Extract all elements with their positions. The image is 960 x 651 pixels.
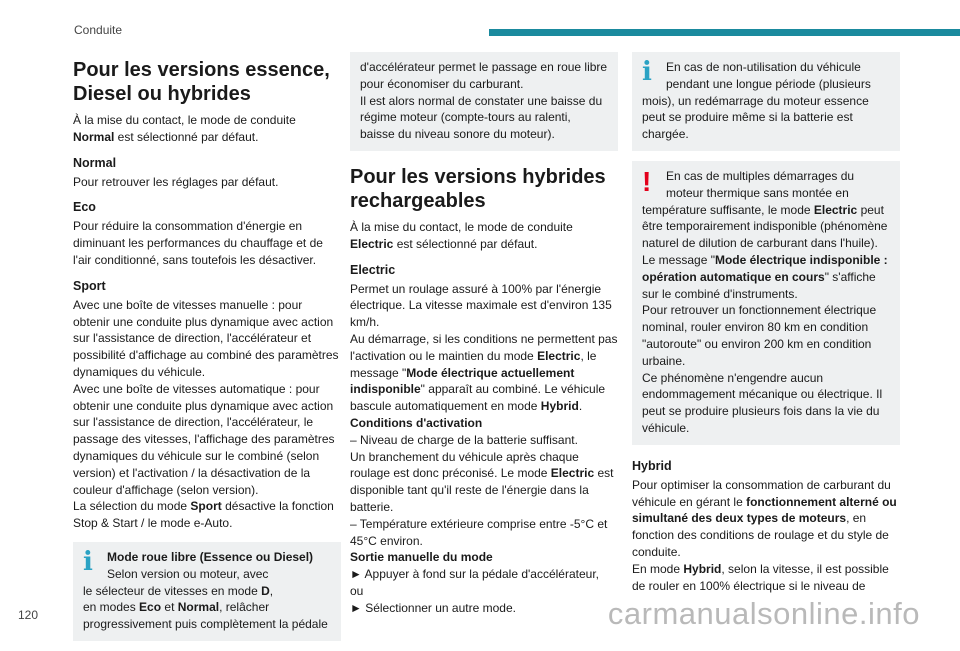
warning-line2: moteur thermique sans montée en xyxy=(666,185,849,200)
info-box-line2: le sélecteur de vitesses en mode D, xyxy=(83,583,274,598)
heading-plugin-hybrid: Pour les versions hybrides rechargeables xyxy=(350,165,606,212)
sport-paragraph-auto: Avec une boîte de vitesses automatique : pour obtenir une conduite plus dynamique avec action sur l'assistance de direction, l'accélérateur, le passage des vitesses, l'affichage des paramètres dynamiques du véhicule sur le combiné (selon version) et l'activation / la désactivation de la couleur d'affichage (selon version). xyxy=(73,381,335,497)
info-box-line2: pendant une longue période (plusieurs xyxy=(666,76,871,91)
exit-step-select-mode: ► Sélectionner un autre mode. xyxy=(350,600,516,615)
heading-eco: Eco xyxy=(73,200,96,215)
intro-paragraph-phev: À la mise du contact, le mode de conduite Electric est sélectionné par défaut. xyxy=(350,219,573,251)
electric-paragraph: Permet un roulage assuré à 100% par l'énergie électrique. La vitesse maximale est d'environ 135 km/h. xyxy=(350,281,612,330)
info-box-freewheel xyxy=(73,542,341,641)
info-box-continued-text2: Il est alors normal de constater une baisse du régime moteur (compte-tours au ralenti, baisse du niveau sonore du moteur). xyxy=(360,93,603,142)
heading-petrol-diesel-hybrid: Pour les versions essence, Diesel ou hybrides xyxy=(73,59,330,105)
info-icon: i xyxy=(642,57,652,87)
heading-sport: Sport xyxy=(73,278,106,293)
info-box-line4: progressivement puis complètement la pédale xyxy=(83,617,328,632)
eco-paragraph: Pour réduire la consommation d'énergie en diminuant les performances du chauffage et de l'air conditionné, sans toutefois les désactiver. xyxy=(73,219,323,267)
info-box-line1: En cas de non-utilisation du véhicule xyxy=(666,60,861,74)
warning-paragraph-3: Pour retrouver un fonctionnement électrique nominal, rouler environ 80 km en condition "autoroute" ou environ 200 km en condition urbaine. xyxy=(642,303,877,368)
exit-step-accelerator: ► Appuyer à fond sur la pédale d'accélérateur, xyxy=(350,567,599,582)
heading-normal: Normal xyxy=(73,155,117,170)
intro-paragraph: À la mise du contact, le mode de conduite Normal est sélectionné par défaut. xyxy=(73,113,296,144)
electric-startup-paragraph: Au démarrage, si les conditions ne permettent pas l'activation ou le maintien du mode Electric, le message "Mode électrique actuellement indisponible" apparaît au combiné. Le véhicule bascule automatiquement en mode Hybrid. xyxy=(350,331,618,414)
heading-hybrid: Hybrid xyxy=(632,458,672,473)
watermark: carmanualsonline.info xyxy=(607,596,920,631)
condition-charging: Un branchement du véhicule après chaque roulage est donc préconisé. Le mode Electric est disponible tant qu'il reste de l'énergie dans la batterie. xyxy=(350,449,614,514)
sport-paragraph-manual: Avec une boîte de vitesses manuelle : pour obtenir une conduite plus dynamique avec action sur l'assistance de direction, l'accélérateur et possibilité d'affichage au combiné des paramètres dynamiques du véhicule. xyxy=(73,297,339,379)
hybrid-paragraph-1: Pour optimiser la consommation de carburant du véhicule en gérant le fonctionnement alterné ou simultané des deux types de moteurs, en fonction des conditions de roulage et du style de conduite. xyxy=(632,477,897,559)
column-3 xyxy=(632,52,900,594)
header-section-title: Conduite xyxy=(74,23,123,37)
exit-or: ou xyxy=(350,583,364,598)
info-box-long-storage xyxy=(632,52,900,151)
info-icon: i xyxy=(83,546,93,577)
page-number: 120 xyxy=(18,608,39,622)
warning-paragraph-1: température suffisante, le mode Electric peut être temporairement indisponible (phénomène naturel de dilution de carburant dans l'huile). xyxy=(642,202,888,251)
column-1 xyxy=(73,52,341,651)
warning-exclamation-icon: ! xyxy=(642,165,652,197)
warning-line1: En cas de multiples démarrages du xyxy=(666,168,855,183)
condition-temperature: – Température extérieure comprise entre -5°C et 45°C environ. xyxy=(350,516,608,548)
header-accent-bar xyxy=(489,29,960,36)
info-box-rest: mois), un redémarrage du moteur essence peut se produire même si la batterie est chargée. xyxy=(642,93,869,142)
normal-paragraph: Pour retrouver les réglages par défaut. xyxy=(73,174,279,189)
info-box-freewheel-continued xyxy=(350,52,618,151)
heading-activation-conditions: Conditions d'activation xyxy=(350,415,483,430)
info-box-line3: en modes Eco et Normal, relâcher xyxy=(83,600,270,615)
info-box-line1: Selon version ou moteur, avec xyxy=(107,566,269,581)
column-2 xyxy=(350,52,618,617)
info-box-continued-text: d'accélérateur permet le passage en roue libre pour économiser du carburant. xyxy=(360,60,608,91)
hybrid-paragraph-2: En mode Hybrid, selon la vitesse, il est possible de rouler en 100% électrique si le niveau de xyxy=(632,561,889,593)
condition-battery: – Niveau de charge de la batterie suffisant. xyxy=(350,432,578,447)
warning-box-fuel-dilution xyxy=(632,161,900,445)
warning-paragraph-2: Le message "Mode électrique indisponible : opération automatique en cours" s'affiche sur le combiné d'instruments. xyxy=(642,252,888,301)
warning-paragraph-4: Ce phénomène n'engendre aucun endommagement mécanique ou électrique. Il peut se produire plusieurs fois dans la vie du véhicule. xyxy=(642,370,883,435)
info-box-title: Mode roue libre (Essence ou Diesel) xyxy=(107,549,314,564)
heading-manual-exit: Sortie manuelle du mode xyxy=(350,550,493,565)
heading-electric: Electric xyxy=(350,262,396,277)
sport-paragraph-stopstart: La sélection du mode Sport désactive la fonction Stop & Start / le mode e-Auto. xyxy=(73,499,334,531)
